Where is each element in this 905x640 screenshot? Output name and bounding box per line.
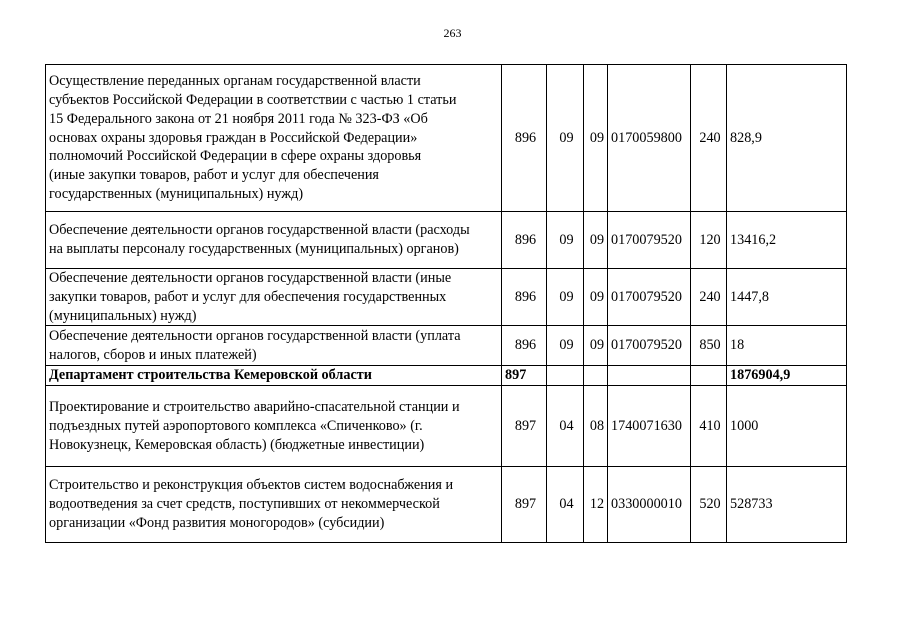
ministry-code: 897 (502, 366, 547, 386)
row-description: Строительство и реконструкция объектов систем водоснабжения и водоотведения за счет средств, поступивших от некоммерческой организации «Фонд развития моногородов» (субсидии) (46, 467, 502, 543)
amount: 18 (727, 326, 847, 366)
section-code: 09 (547, 65, 584, 212)
row-description: Обеспечение деятельности органов государственной власти (иные закупки товаров, работ и услуг для обеспечения государственных (муниципальных) нужд) (46, 269, 502, 326)
amount: 1876904,9 (727, 366, 847, 386)
row-description: Обеспечение деятельности органов государственной власти (уплата налогов, сборов и иных платежей) (46, 326, 502, 366)
row-description: Обеспечение деятельности органов государственной власти (расходы на выплаты персоналу государственных (муниципальных) органов) (46, 212, 502, 269)
table-row (46, 467, 847, 543)
expense-type-code: 850 (691, 326, 727, 366)
page-number: 263 (443, 26, 462, 40)
expense-type-code: 520 (691, 467, 727, 543)
row-description: Осуществление переданных органам государственной власти субъектов Российской Федерации в соответствии с частью 1 статьи 15 Федерального закона от 21 ноября 2011 года № 323-ФЗ «Об основах охраны здоровья граждан в Российской Федерации» полномочий Российской Федерации в сфере охраны здоровья (иные закупки товаров, работ и услуг для обеспечения государственных (муниципальных) нужд) (46, 65, 502, 212)
table-row (46, 326, 847, 366)
section-code: 09 (547, 212, 584, 269)
amount: 828,9 (727, 65, 847, 212)
table-row (46, 386, 847, 467)
section-code: 09 (547, 326, 584, 366)
row-description: Проектирование и строительство аварийно-спасательной станции и подъездных путей аэропортового комплекса «Спиченково» (г. Новокузнецк, Кемеровская область) (бюджетные инвестиции) (46, 386, 502, 467)
expense-type-code: 120 (691, 212, 727, 269)
target-article-code (608, 366, 691, 386)
target-article-code: 0170079520 (608, 326, 691, 366)
budget-table (45, 64, 847, 543)
ministry-code: 897 (502, 467, 547, 543)
amount: 1447,8 (727, 269, 847, 326)
ministry-code: 896 (502, 269, 547, 326)
target-article-code: 0170079520 (608, 269, 691, 326)
subsection-code: 09 (584, 212, 608, 269)
expense-type-code: 240 (691, 269, 727, 326)
target-article-code: 0170059800 (608, 65, 691, 212)
subsection-code: 09 (584, 65, 608, 212)
amount: 1000 (727, 386, 847, 467)
section-code: 04 (547, 386, 584, 467)
subsection-code: 09 (584, 269, 608, 326)
table-row (46, 269, 847, 326)
ministry-code: 896 (502, 65, 547, 212)
subsection-code (584, 366, 608, 386)
ministry-code: 896 (502, 212, 547, 269)
amount: 528733 (727, 467, 847, 543)
subsection-code: 12 (584, 467, 608, 543)
amount: 13416,2 (727, 212, 847, 269)
table-row (46, 65, 847, 212)
expense-type-code: 410 (691, 386, 727, 467)
expense-type-code (691, 366, 727, 386)
expense-type-code: 240 (691, 65, 727, 212)
ministry-code: 896 (502, 326, 547, 366)
section-code: 09 (547, 269, 584, 326)
section-code (547, 366, 584, 386)
table-row (46, 212, 847, 269)
target-article-code: 0330000010 (608, 467, 691, 543)
section-code: 04 (547, 467, 584, 543)
ministry-code: 897 (502, 386, 547, 467)
row-description: Департамент строительства Кемеровской области (46, 366, 502, 386)
target-article-code: 1740071630 (608, 386, 691, 467)
subsection-code: 08 (584, 386, 608, 467)
subsection-code: 09 (584, 326, 608, 366)
table-row-department (46, 366, 847, 386)
target-article-code: 0170079520 (608, 212, 691, 269)
